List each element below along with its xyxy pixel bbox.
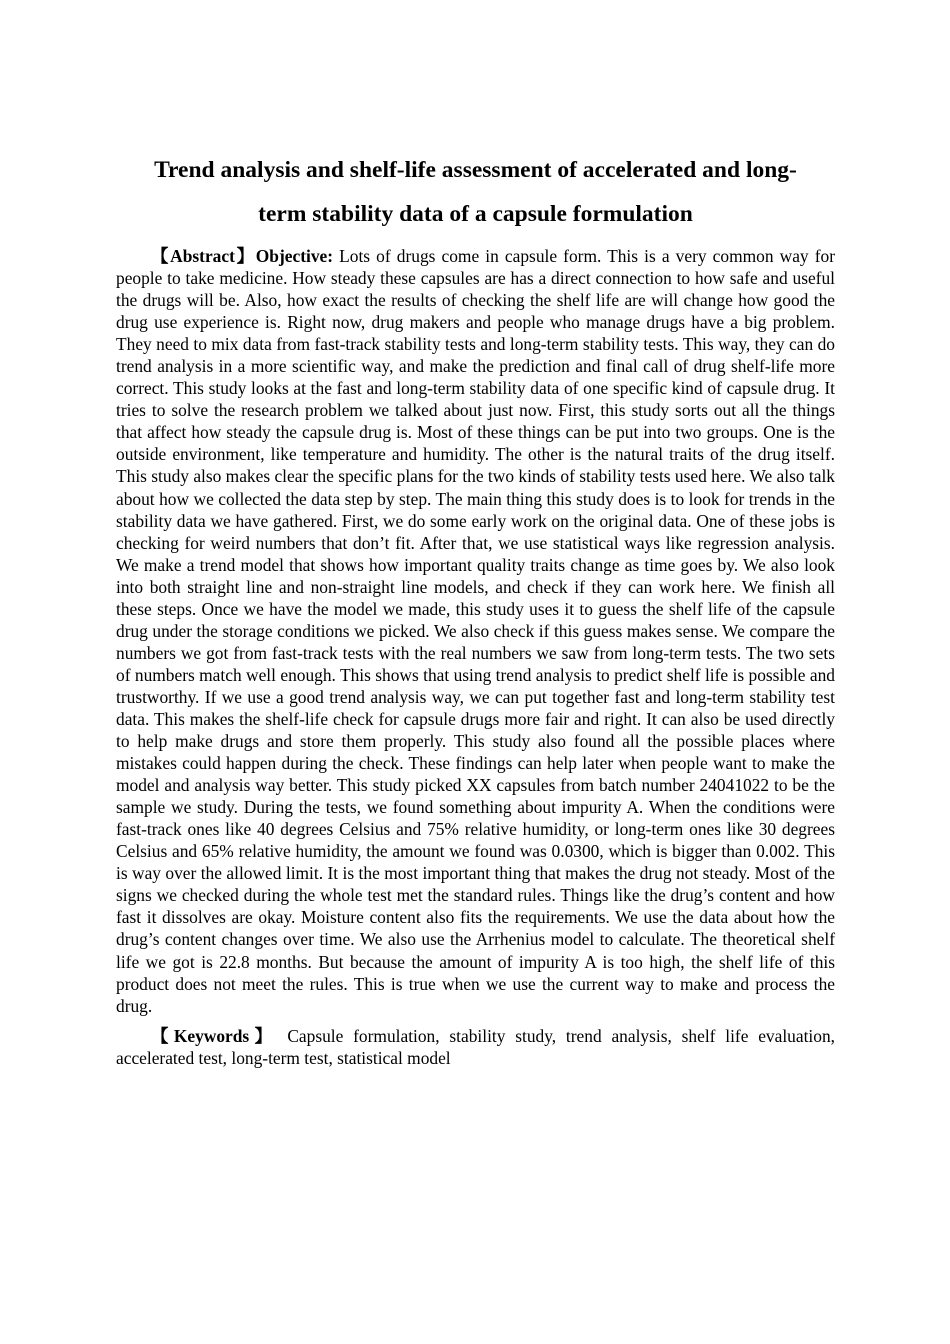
abstract-paragraph (116, 245, 835, 1017)
objective-label: Objective: (255, 246, 334, 266)
paper-page (116, 148, 835, 1069)
keywords-label: 【Keywords】 (151, 1025, 278, 1046)
keywords-paragraph (116, 1025, 835, 1069)
abstract-text: Lots of drugs come in capsule form. This is a very common way for people to take medicine. How steady these capsules are has a direct connection to how safe and useful the drugs will be. Also, how exact the results of checking the shelf life are will change how good the drug use experience is. Right now, drug makers and people who manage drugs have a big problem. They need to mix data from fast-track stability tests and long-term stability tests. This way, they can do trend analysis in a more scientific way, and make the prediction and final call of drug shelf-life more correct. This study looks at the fast and long-term stability data of one specific kind of capsule drug. It tries to solve the research problem we talked about just now. First, this study sorts out all the things that affect how steady the capsule drug is. Most of these things can be put into two groups. One is the outside environment, like temperature and humidity. The other is the natural traits of the drug itself. This study also makes clear the specific plans for the two kinds of stability tests used here. We also talk about how we collected the data step by step. The main thing this study does is to look for trends in the stability data we have gathered. First, we do some early work on the original data. One of these jobs is checking for weird numbers that don’t fit. After that, we use statistical ways like regression analysis. We make a trend model that shows how important quality traits change as time goes by. We also look into both straight line and non-straight line models, and check if they can work here. We finish all these steps. Once we have the model we made, this study uses it to guess the shelf life of the capsule drug under the storage conditions we picked. We also check if this guess makes sense. We compare the numbers we got from fast-track tests with the real numbers we saw from long-term tests. The two sets of numbers match well enough. This shows that using trend analysis to predict shelf life is possible and trustworthy. If we use a good trend analysis way, we can put together fast and long-term stability test data. This makes the shelf-life check for capsule drugs more fair and right. It can also be used directly to help make drugs and store them properly. This study also found all the possible places where mistakes could happen during the check. These findings can help later when people want to make the model and analysis way better. This study picked XX capsules from batch number 24041022 to be the sample we study. During the tests, we found something about impurity A. When the conditions were fast-track ones like 40 degrees Celsius and 75% relative humidity, or long-term ones like 30 degrees Celsius and 65% relative humidity, the amount we found was 0.0300, which is bigger than 0.002. This is way over the allowed limit. It is the most important thing that makes the drug not steady. Most of the signs we checked during the whole test met the standard rules. Things like the drug’s content and how fast it dissolves are okay. Moisture content also fits the requirements. We use the data about how the drug’s content changes over time. We also use the Arrhenius model to calculate. The theoretical shelf life we got is 22.8 months. But because the amount of impurity A is too high, the shelf life of this product does not meet the rules. This is true when we use the current way to make and process the drug. (116, 246, 835, 1016)
paper-title (96, 148, 855, 236)
title-line-1: Trend analysis and shelf-life assessment of accelerated and long- (154, 157, 797, 183)
keywords-text: Capsule formulation, stability study, trend analysis, shelf life evaluation, accelerated test, long-term test, statistical model (116, 1025, 835, 1068)
title-line-2: term stability data of a capsule formulation (258, 201, 693, 227)
abstract-label: 【Abstract】 (151, 246, 256, 266)
